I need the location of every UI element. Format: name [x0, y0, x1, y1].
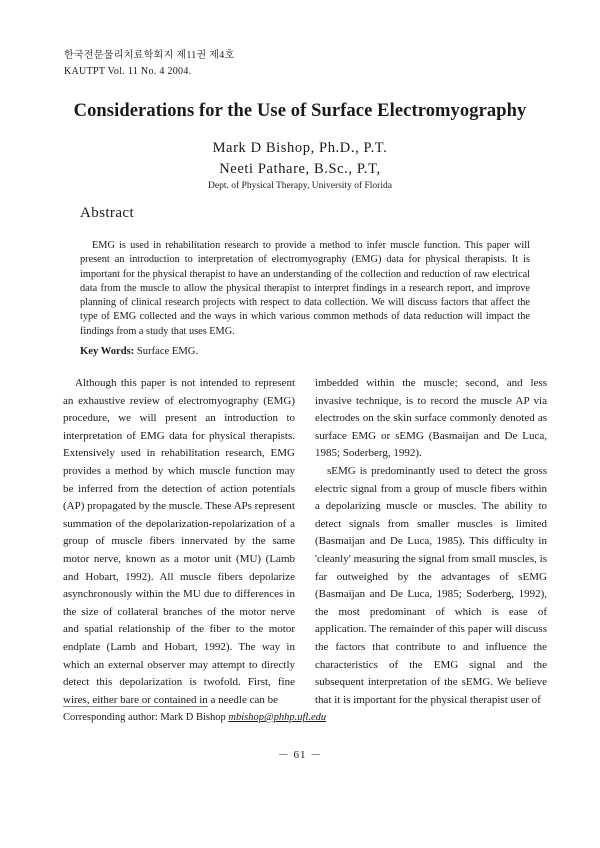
body-right-column [315, 375, 547, 709]
keywords-label: Key Words: [80, 346, 135, 357]
body-left-column [63, 375, 295, 709]
author-list [0, 138, 600, 180]
author-email-link[interactable]: mbishop@phhp.ufl.edu [228, 712, 327, 723]
abstract-text: EMG is used in rehabilitation research to provide a method to infer muscle function. This paper will present an introduction to interpretation of electromyography (EMG) data for physical therapists. It is important for the physical therapist to have an understanding of the collection and reduction of raw electrical data from the muscle to allow the physical therapist to interpret findings in a research report, and improve planning of clinical research projects with respect to data collection. We will discuss factors that affect the type of EMG collected and the ways in which various common methods of data reduction will impact the findings from a study that uses EMG. [80, 240, 530, 337]
journal-header [64, 48, 235, 80]
corresponding-author-footnote [63, 712, 326, 723]
body-paragraph-continued: imbedded within the muscle; second, and less invasive technique, is to record the muscle AP via electrodes on the skin surface commonly denoted as surface EMG or sEMG (Basmaijan and De Luca, 1985; Soderberg, 1992). [315, 377, 547, 460]
abstract-heading: Abstract [80, 205, 135, 221]
page-number: － 61 － [277, 749, 323, 761]
body-paragraph: Although this paper is not intended to represent an exhaustive review of electromyography (EMG) procedure, we will present an introduction to interpretation of EMG data for physical therapists. Extensively used in rehabilitation research, EMG provides a method by which muscle function may be inferred from the detection of action potentials (AP) propagated by the muscle. These APs represent summation of the depolarization-repolarization of a group of muscle fibers innervated by the same motor nerve, known as a motor unit (MU) (Lamb and Hobart, 1992). All muscle fibers depolarize asynchronously within the MU due to differences in the size of collateral branches of the motor nerve and spatial relationship of the fiber to the motor endplate (Lamb and Hobart, 1992). The way in which an external observer may attempt to directly detect this depolarization is twofold. First, fine wires, either bare or contained in a needle can be [63, 377, 295, 706]
journal-title-english: KAUTPT Vol. 11 No. 4 2004. [64, 66, 192, 77]
keywords [80, 346, 198, 357]
affiliation: Dept. of Physical Therapy, University of Florida [208, 181, 392, 191]
author-2: Neeti Pathare, B.Sc., P.T, [219, 161, 381, 177]
body-paragraph: sEMG is predominantly used to detect the gross electric signal from a group of muscle fibers within a depolarizing muscle or muscles. The ability to detect signals from smaller muscles is limited (Basmaijan and De Luca, 1985). This difficulty in 'cleanly' measuring the signal from small muscles, is far outweighed by the advantages of sEMG (Basmaijan and De Luca, 1985; Soderberg, 1992), the most predominant of which is ease of application. The remainder of this paper will discuss the factors that contribute to and influence the characteristics of the EMG signal and the subsequent interpretation of the sEMG. We believe that it is important for the physical therapist user of [315, 464, 547, 706]
journal-title-korean: 한국전문물리치료학회지 제11권 제4호 [64, 50, 235, 61]
author-1: Mark D Bishop, Ph.D., P.T. [212, 140, 388, 156]
footnote-divider [63, 706, 208, 707]
keywords-value: Surface EMG. [136, 346, 199, 357]
paper-title: Considerations for the Use of Surface Electromyography [73, 101, 527, 121]
footnote-label: Corresponding author: Mark D Bishop [63, 712, 226, 723]
